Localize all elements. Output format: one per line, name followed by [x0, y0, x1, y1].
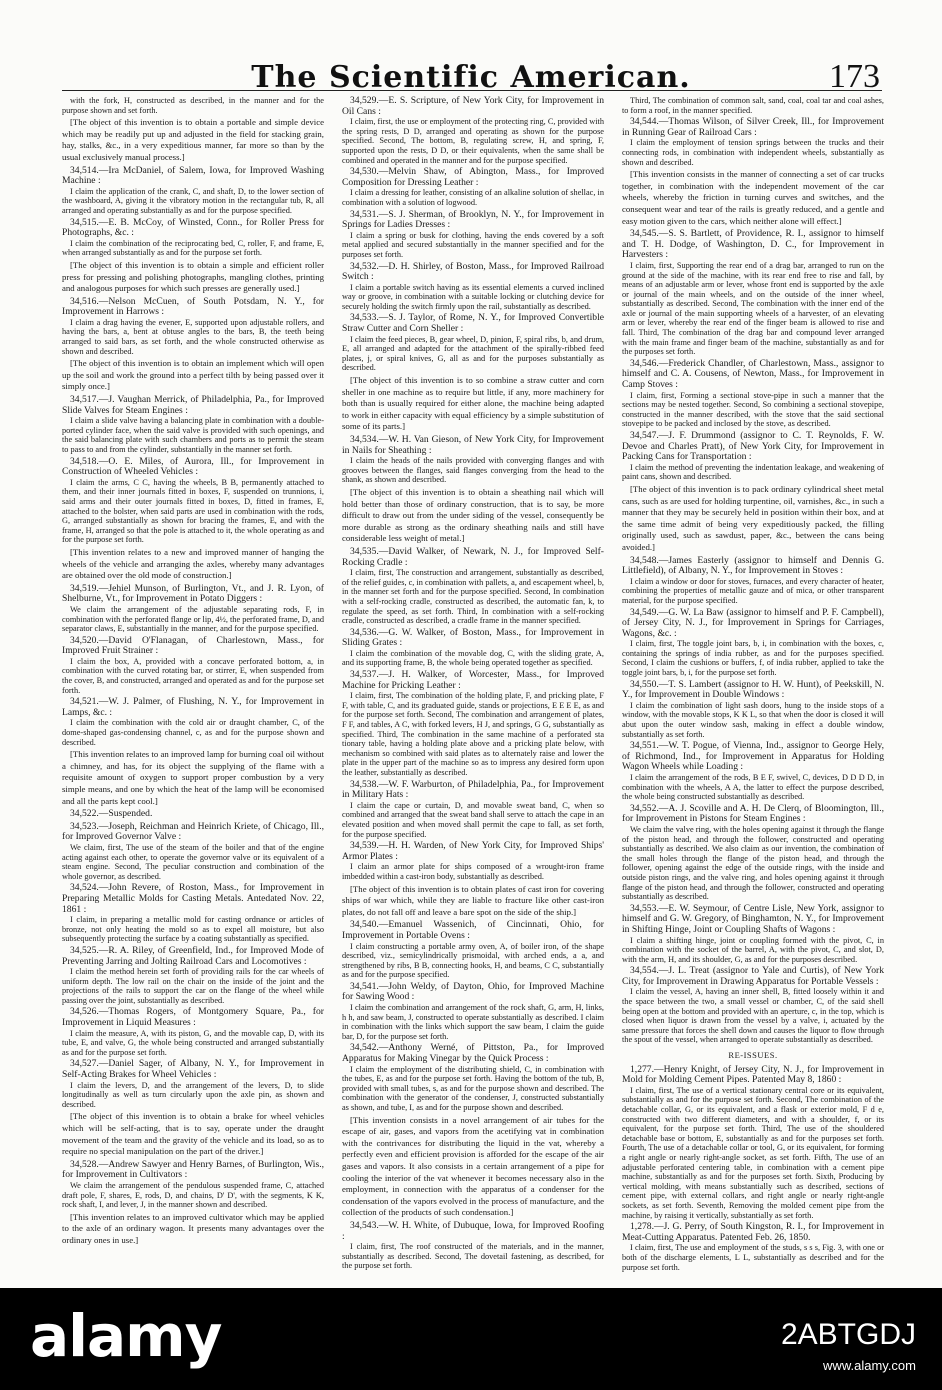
patent-heading: 34,547.—J. F. Drummond (assignor to C. T. Reynolds, F. W. Devoe and Charles Pratt), of New York City, for Improvement in Packing Cans for Transportation : [622, 430, 884, 463]
patent-note: [This invention consists in a novel arrangement of air tubes for the escape of air, gases, and vapors from the acetifying vat in combination with the contrivances for distributing the liquid in the vat, whereby a perfectly even and efficient provision is afforded for the escape of the air gases and vapors. It also consists in a certain arrangement of a pipe for cooling the interior of the vat whenever it becomes necessary also in the employment, in connection with the apparatus of a condenser for the condensation of the vapors evolved in the process of manufacture, and the collection of the products of such condensation.] [342, 1114, 604, 1218]
patent-entry [342, 1043, 604, 1219]
patent-entry [62, 1160, 324, 1247]
patent-note: [The object of this invention is to obtain a brake for wheel vehicles which will be self-acting, that is to say, operate under the draught movement of the team and the gravity of the vehicle and its load, so as to require no special manipulation on the part of the driver.] [62, 1111, 324, 1157]
patent-note: [This invention relates to an improved cultivator which may be applied to the axle of an ordinary wagon. It presents many advantages over the ordinary ones in use.] [62, 1211, 324, 1245]
patent-claim: I claim, first, Supporting the rear end of a drag bar, arranged to run on the ground at the side of the machine, with its rear end free to rise and fall, by means of an adjustable arm or lever, whose front end is supported by the axle or journal of the main wheels, and on the outside of the inner wheel, substantially as described. Second, The combination with the inner end of the axle or journal of the main supporting wheels of a harvester, of an elevating arm or lever, whereby the rear end of the finger beam is allowed to rise and fall. Third, The combination of the drag bar and compound lever arranged with the main frame and finger beam of the machine, substantially as and for the purposes set forth. [622, 260, 884, 357]
header-rule [62, 90, 882, 91]
patent-heading: 34,542.—Anthony Werné, of Pittston, Pa., for Improved Apparatus for Making Vinegar by the Quick Process : [342, 1042, 604, 1065]
patent-claim: I claim the arrangement of the rods, B E F, swivel, C, devices, D D D D, in combination with the wheels, A A, the latter to effect the purpose described, the whole being constructed substantially as described. [622, 773, 884, 802]
patent-note: [This invention consists in the manner of connecting a set of car trucks together, in combination with the independent movement of the car wheels, whereby the friction in turning curves and switches, and the consequent wear and tear of the rails is greatly reduced, and a gentle and easy motion given to the cars, which neither alone will effect.] [622, 169, 884, 226]
patent-heading: 34,537.—J. H. Walker, of Worcester, Mass., for Improved Machine for Pricking Leather : [342, 669, 604, 691]
patent-heading: 34,533.—S. J. Taylor, of Rome, N. Y., for Improved Convertible Straw Cutter and Corn Sheller : [342, 312, 604, 335]
patent-heading: 34,524.—John Revere, of Roston, Mass., for Improvement in Preparing Metallic Molds for Casting Metals. Antedated Nov. 22, 1861 : [62, 882, 324, 915]
patent-heading: 34,528.—Andrew Sawyer and Henry Barnes, of Burlington, Wis., for Improvement in Cultivators : [62, 1158, 324, 1181]
patent-heading: 34,545.—S. S. Bartlett, of Providence, R. I., assignor to himself and T. H. Dodge, of Washington, D. C., for Improvement in Harvesters : [622, 228, 884, 261]
patent-note: [The object of this invention is to obtain a simple and efficient roller press for pressing and polishing photographs, mangling clothes, printing and analogous purposes for which such presses are generally used.] [62, 259, 324, 294]
patent-claim: I claim, first, The construction and arrangement, substantially as described, of the relief guides, c, in combination with pallets, a, and escapement wheel, b, in the manner set forth and for the purpose specified. Second, In combination with a self-rocking cradle, constructed as described, the automatic fan, k, to regulate the speed, as set forth. Third, In combination with a self-rocking cradle, constructed as described, a cradle frame in the manner specified. [342, 568, 604, 626]
alamy-logo: alamy [30, 1302, 222, 1370]
patent-heading: 34,532.—D. H. Shirley, of Boston, Mass., for Improved Railroad Switch : [342, 260, 604, 283]
patent-entry [342, 670, 604, 778]
patent-heading: 1,277.—Henry Knight, of Jersey City, N. J., for Improvement in Mold for Molding Cement Pipes. Patented May 8, 1860 : [622, 1063, 884, 1086]
patent-heading: 34,534.—W. H. Van Gieson, of New York City, for Improvement in Nails for Sheathing : [342, 434, 604, 456]
patent-entry [62, 822, 324, 882]
patent-claim: We claim, first, The use of the steam of the boiler and that of the engine acting against each other, to operate the governor valve or its equivalent of a steam engine. Second, The peculiar construction and combination of the whole governor, as described. [62, 842, 324, 881]
patent-heading: 34,551.—W. T. Pogue, of Vienna, Ind., assignor to George Hely, of Richmond, Ind., for Improvement in Apparatus for Holding Wagon Wheels while Loading : [622, 740, 884, 773]
patent-entry [622, 680, 884, 740]
column-3 [622, 96, 884, 1276]
patent-entry [62, 697, 324, 807]
patent-heading: 34,526.—Thomas Rogers, of Montgomery Square, Pa., for Improvement in Liquid Measures : [62, 1006, 324, 1029]
patent-claim: I claim the levers, D, and the arrangement of the levers, D, to slide longitudinally as well as turn circularly upon the axle pin, as shown and described. [62, 1080, 324, 1109]
patent-heading: 34,517.—J. Vaughan Merrick, of Philadelphia, Pa., for Improved Slide Valves for Steam Engines : [62, 394, 324, 416]
patent-entry [622, 904, 884, 965]
patent-entry [62, 1007, 324, 1057]
stock-watermark-bar [0, 1288, 942, 1390]
section-title: RE-ISSUES. [728, 1050, 778, 1061]
patent-claim: I claim the method herein set forth of providing rails for the car wheels of uniform depth. The low rail on the chair on the inside of the joint and the projections of the rails to support the car on the flange of the wheel while passing over the joint, substantially as described. [62, 967, 324, 1005]
patent-note: [The object of this invention is to pack ordinary cylindrical sheet metal cans, such as are used for holding turpentine, oil, varnishes, &c., in such a manner that they may be securely held in position within their box, and at the same time admit of being very expeditiously packed, the filling originally used, such as sawdust, paper, &c., between the cans being avoided.] [622, 483, 884, 552]
column-1 [62, 96, 324, 1276]
patent-entry [622, 1222, 884, 1272]
patent-claim: I claim a portable switch having as its essential elements a curved inclined way or groove, in combination with a suitable locking or clutching device for securely holding the switch firmly upon the rail, substantially as described. [342, 282, 604, 311]
patent-entry [62, 117, 324, 163]
patent-entry [622, 359, 884, 429]
patent-entry [622, 804, 884, 902]
patent-heading: 34,550.—T. S. Lambert (assignor to H. W. Hunt), of Peekskill, N. Y., for Improvement in Double Windows : [622, 678, 884, 701]
patent-note: [This invention relates to a new and improved manner of hanging the wheels of the vehicle and arranging the axles, whereby many advantages are obtained over the old mode of construction.] [62, 546, 324, 581]
patent-claim: I claim the heads of the nails provided with converging flanges and with grooves between the flanges, said flanges converging from the head to the shank, as shown and described. [342, 456, 604, 485]
patent-entry [342, 841, 604, 918]
patent-heading: 34,520.—David O'Flanagan, of Charlestown, Mass., for Improved Fruit Strainer : [62, 634, 324, 657]
patent-claim: I claim a shifting hinge, joint or coupling formed with the pivot, C, in combination with the socket of the barrel, A, with the pivot, C, and slot, D, with the arm, H, and its shoulder, G, as and for the purposes described. [622, 935, 884, 964]
patent-claim: I claim the vessel, A, having an inner shell, B, fitted loosely within it and the space between the two, a small vessel or chamber, C, of the said shell being open at the bottom and provided with an aperture, c, in the top, which is closed when liquor is drawn from the vessel by a valve, i, actuated by the same pressure that forces the shell down and causes the liquor to flow through the spout of the vessel, when arranged to operate substantially as described. [622, 987, 884, 1045]
patent-claim: I claim, first, The combination of the holding plate, F, and pricking plate, F F, with table, C, and its graduated guide, stands or projections, E E E E, as and for the purpose set forth. Second, The combination and arrangement of plates, F F, and tables, A C, with forked levers, H J, and springs, G G, substantially as specified. Third, The combination in the same machine of a perforated sta tionary table, having a holding plate above and a pricking plate below, with mechanism so combined with said plates as to alternately raise and lower the plate in the upper part of the machine so as to impress any desired form upon the leather, substantially as described. [342, 691, 604, 777]
page-number: 173 [829, 58, 880, 95]
patent-heading: 34,522.—Suspended. [70, 808, 153, 820]
watermark-url: www.alamy.com [823, 1358, 916, 1373]
patent-entry [62, 457, 324, 582]
patent-heading: 34,539.—H. H. Warden, of New York City, for Improved Ships' Armor Plates : [342, 840, 604, 862]
patent-entry [622, 431, 884, 554]
patent-heading: 34,541.—John Weldy, of Dayton, Ohio, for Improved Machine for Sawing Wood : [342, 980, 604, 1003]
column-2 [342, 96, 604, 1276]
masthead [0, 52, 942, 94]
patent-note: [The object of this invention is to obtain a sheathing nail which will hold better than those of ordinary construction, that is to say, be more difficult to draw out from the under siding of the vessel, consequently be more durable as strong as the ordinary sheathing nails and still have considerable less weight of metal.] [342, 486, 604, 544]
patent-entry [342, 262, 604, 312]
patent-heading: 34,516.—Nelson McCuen, of South Potsdam, N. Y., for Improvement in Harrows : [62, 295, 324, 318]
patent-claim: I claim the combination of light sash doors, hung to the inside stops of a window, with the movable stops, K K L, so that when the door is closed it will abut upon the outer window sash, making in effect a double window, substantially as set forth. [622, 700, 884, 739]
patent-heading: 34,515.—E. B. McCoy, of Winsted, Conn., for Roller Press for Photographs, &c. : [62, 216, 324, 239]
patent-claim: I claim the feed pieces, B, gear wheel, D, pinion, F, spiral ribs, b, and drum, E, all arranged and adapted for the attachment of the spirally-ribbed feed plates, j, or spiral knives, G, all as and for the purposes substantially as described. [342, 334, 604, 373]
patent-entry [622, 556, 884, 606]
patent-claim: I claim, first, The use and employment of the studs, s s s, Fig. 3, with one or both of the discharge elements, L L, substantially as described and for the purpose set forth. [622, 1243, 884, 1272]
patent-heading: 34,543.—W. H. White, of Dubuque, Iowa, for Improved Roofing : [342, 1219, 604, 1242]
patent-entry [62, 636, 324, 696]
patent-claim: I claim, first, The use of a vertical stationary central core or its equivalent, substantially as and for the purpose set forth. Second, The combination of the detachable collar, G, or its equivalent, and a flask or exterior mold, F d e, constructed with two different diameters, and with a shoulder, f, or its equivalent, for the purpose set forth. Third, The use of the shouldered detachable base or bottom, E, substantially as and for the purposes set forth. Fourth, The use of a detachable collar or tool, G, or its equivalent, for forming a right angle or nearly right-angle socket, as set forth. Fifth, The use of an adjustable perforated centering table, in combination with a cement pipe machine, substantially as and for the purposes set forth. Sixth, Producing by vertical molding, with means substantially such as described, sections of cement pipe, with external collars, and right angle or nearly right-angle sockets, as set forth. Seventh, Removing the molded cement pipe from the machine, by raising it vertically, substantially as set forth. [622, 1085, 884, 1220]
patent-claim: I claim a slide valve having a balancing plate in combination with a double-ported cylinder face, when the said valve is provided with such openings, and the said balancing plate with such chambers and ports as to permit the steam to pass to and from the cylinder, substantially in the manner set forth. [62, 416, 324, 454]
patent-claim: I claim the cape or curtain, D, and movable sweat band, C, when so combined and arranged that the sweat band shall serve to attach the cape in an elevated position and when moved shall permit the cape to fall, as set forth, for the purpose specified. [342, 800, 604, 839]
patent-entry [62, 1059, 324, 1157]
patent-heading: 34,527.—Daniel Sager, of Albany, N. Y., for Improvement in Self-Acting Brakes for Wheel Vehicles : [62, 1058, 324, 1081]
patent-claim: Third, The combination of common salt, sand, coal, coal tar and coal ashes, to form a roof, in the manner specified. [622, 96, 884, 115]
patent-claim: We claim the arrangement of the adjustable separating rods, F, in combination with the perforated flange or lip, 4½, the perforated frame, D, and separator claws, E, substantially in the manner, and for the purpose specified. [62, 604, 324, 634]
patent-note: [The object of this invention is to so combine a straw cutter and corn sheller in one machine as to require but little, if any, more machinery for both than is usually required for either alone, the machine being adapted to work in either capacity with equal efficiency by a simple substitution of some of its parts.] [342, 375, 604, 432]
patent-note: [The object of this invention is to obtain plates of cast iron for covering ships of war which, while they are liable to fracture like other cast-iron plates, do not fall off and leave a bare spot on the side of the ship.] [342, 883, 604, 917]
patent-note: [This invention relates to an improved lamp for burning coal oil without a chimney, and has, for its object the supplying of the flame with a requisite amount of oxygen to support proper combustion by a very simple means, and one by which the heat of the lamp will be economised and all the parts kept cool.] [62, 749, 324, 806]
patent-claim: I claim, first, The roof constructed of the materials, and in the manner, substantially as described. Second, The dovetail fastening, as described, for the purpose set forth. [342, 1242, 604, 1271]
patent-heading: 34,535.—David Walker, of Newark, N. J., for Improved Self-Rocking Cradle : [342, 545, 604, 568]
patent-entry [342, 167, 604, 207]
patent-entry [342, 982, 604, 1042]
patent-entry [62, 297, 324, 393]
patent-entry [622, 96, 884, 115]
patent-heading: 34,540.—Emanuel Wassenich, of Cincinnati, Ohio, for Improvement in Portable Ovens : [342, 919, 604, 941]
patent-entry [622, 1065, 884, 1221]
patent-claim: I claim the method of preventing the indentation leakage, and weakening of paint cans, shown and described. [622, 462, 884, 482]
patent-entry [62, 96, 324, 115]
patent-entry [622, 117, 884, 227]
image-code: 2ABTGDJ [780, 1318, 916, 1351]
patent-claim: I claim, in preparing a metallic mold for casting ordnance or articles of bronze, not only heating the mold so as to expel all moisture, but also subsequently protecting the surface by a coating substantially as specified. [62, 915, 324, 944]
patent-claim: I claim the combination of the reciprocating bed, C, roller, F, and frame, E, when arranged substantially as and for the purpose set forth. [62, 238, 324, 258]
patent-heading: 34,553.—E. W. Seymour, of Centre Lisle, New York, assignor to himself and G. W. Gregory, of Binghamton, N. Y., for Improvement in Shifting Hinge, Joint or Coupling Shafts of Wagons : [622, 902, 884, 935]
patent-claim: I claim the box, A, provided with a concave perforated bottom, a, in combination with the curved rotating bar, or stirrer, E, when suspended from the cover, B, and constructed, arranged and operated as and for the purpose set forth. [62, 656, 324, 695]
patent-claim: I claim a dressing for leather, consisting of an alkaline solution of shellac, in combination with a solution of logwood. [342, 188, 604, 207]
patent-claim: I claim, first, The toggle joint bars, b, i, in combination with the boxes, c, containing the springs of india rubber, as and for the purposes specified. Second, I claim the cushions or buffers, f, of india rubber, applied to take the toggle joint bars, b, i, for the purpose set forth. [622, 639, 884, 678]
patent-entry [62, 809, 324, 820]
patent-entry [342, 780, 604, 840]
patent-entry [62, 946, 324, 1006]
patent-heading: 34,519.—Jehiel Munson, of Burlington, Vt., and J. R. Lyon, of Shelburne, Vt., for Improvement in Potato Diggers : [62, 582, 324, 605]
patent-heading: 34,529.—E. S. Scripture, of New York City, for Improvement in Oil Cans : [342, 96, 604, 117]
patent-claim: I claim the combination and arrangement of the rock shaft, G, arm, H, links, h h, and saw beam, J, constructed to operate substantially as described. I claim in combination with the links which support the saw beam, I claim the guide bar, D, for the purpose set forth. [342, 1003, 604, 1041]
patent-heading: 34,554.—J. L. Treat (assignor to Yale and Curtis), of New York City, for Improvement in Drawing Apparatus for Portable Vessels : [622, 965, 884, 987]
patent-claim: I claim a drag having the evener, E, supported upon adjustable rollers, and having the bars, a, bent at obtuse angles to the bars, B, the teeth being arranged to said bars, as set forth, and the whole constructed otherwise as shown and described. [62, 317, 324, 356]
patent-entry [62, 584, 324, 634]
patent-heading: 34,521.—W. J. Palmer, of Flushing, N. Y., for Improvement in Lamps, &c. : [62, 696, 324, 718]
patent-claim: I claim constructing a portable army oven, A, of boiler iron, of the shape described, viz., semicylindrically prismoidal, with arched ends, a a, and strengthened by ribs, B B, connecting hooks, H, and beams, C C, substantially as and for the purpose specified. [342, 941, 604, 980]
patent-entry [342, 435, 604, 545]
patent-heading: 34,544.—Thomas Wilson, of Silver Creek, Ill., for Improvement in Running Gear of Railroad Cars : [622, 116, 884, 138]
article-columns [62, 96, 884, 1276]
patent-entry [62, 883, 324, 944]
patent-entry [62, 218, 324, 295]
patent-claim: I claim the measure, A, with its piston, G, and the movable cap, D, with its tube, E, and valve, G, the whole being constructed and arranged substantially as and for the purpose set forth. [62, 1028, 324, 1057]
patent-entry [622, 608, 884, 678]
patent-claim: I claim the employment of the distributing shield, C, in combination with the tubes, E, as and for the purpose set forth. Having the bottom of the tub, B, provided with small tubes, s, as and for the purpose shown and described. The combination with the generator of the condenser, J, constructed substantially as shown, and tube, I, as and for the purpose shown and described. [342, 1064, 604, 1112]
patent-claim: We claim the valve ring, with the holes opening against it through the flange of the piston head, and through the follower, constructed and operating substantially as described. We also claim as our invention, the combination of the small holes through the flange of the piston head, and through the follower, opening against the edge of the outside rings, with the inside and outside piston rings, and the valve ring, and holes opening against it through flange of the piston head, and through the follower, constructed and operating substantially as described. [622, 824, 884, 902]
patent-entry [342, 1221, 604, 1271]
patent-entry [622, 966, 884, 1045]
patent-entry [622, 741, 884, 802]
patent-entry [622, 1051, 884, 1061]
patent-heading: 34,546.—Frederick Chandler, of Charlestown, Mass., assignor to himself and C. A. Cousens, of Newton, Mass., for Improvement in Camp Stoves : [622, 357, 884, 391]
patent-heading: 34,549.—G. W. La Baw (assignor to himself and P. F. Campbell), of Jersey City, N. J., for Improvement in Springs for Carriages, Wagons, &c. : [622, 606, 884, 639]
patent-claim: I claim an armor plate for ships composed of a wrought-iron frame imbedded within a cast-iron body, substantially as described. [342, 862, 604, 881]
patent-entry [622, 229, 884, 357]
patent-heading: 34,518.—O. E. Miles, of Aurora, Ill., for Improvement in Construction of Wheeled Vehicles : [62, 455, 324, 478]
patent-claim: I claim, first, the use or employment of the protecting ring, C, provided with the spring rests, D D, arranged and operating as shown for the purpose specified. Second, The bottom, B, regulating screw, H, and spring, F, supported upon the rests, D D, or their equivalents, when the same shall be combined and operated in the manner and for the purpose specified. [342, 117, 604, 165]
patent-note: [The object of this invention is to obtain an implement which will open up the soil and work the ground into a perfect tilth by being passed over it simply once.] [62, 358, 324, 392]
patent-heading: 34,548.—James Easterly (assignor to himself and Dennis G. Littlefield), of Albany, N. Y., for Improvement in Stoves : [622, 554, 884, 577]
patent-heading: 34,536.—G. W. Walker, of Boston, Mass., for Improvement in Sliding Grates : [342, 626, 604, 649]
patent-heading: 34,552.—A. J. Scoville and A. H. De Clerq, of Bloomington, Ill., for Improvement in Pistons for Steam Engines : [622, 802, 884, 825]
patent-entry [342, 920, 604, 980]
patent-entry [62, 395, 324, 455]
patent-claim: I claim the application of the crank, C, and shaft, D, to the lower section of the washboard, A, giving it the vibratory motion in the rectangular tub, R, all arranged and operating substantially as and for the purpose specified. [62, 186, 324, 215]
patent-claim: I claim a spring or busk for clothing, having the ends covered by a soft metal applied and secured substantially in the manner specified and for the purposes set forth. [342, 230, 604, 259]
patent-heading: 1,278.—J. G. Perry, of South Kingston, R. I., for Improvement in Meat-Cutting Apparatus. Patented Feb. 26, 1850. [622, 1221, 884, 1243]
patent-heading: 34,523.—Joseph, Reichman and Heinrich Kriete, of Chicago, Ill., for Improved Governor Valve : [62, 820, 324, 843]
patent-heading: 34,531.—S. J. Sherman, of Brooklyn, N. Y., for Improvement in Springs for Ladies Dresses : [342, 208, 604, 231]
patent-claim: I claim the combination with the cold air or draught chamber, C, of the dome-shaped gas-condensing channel, c, as and for the purpose shown and described. [62, 718, 324, 747]
patent-entry [342, 96, 604, 165]
patent-claim: with the fork, H, constructed as described, in the manner and for the purpose shown and set forth. [62, 96, 324, 115]
patent-note: [The object of this invention is to obtain a portable and simple device which may be readily put up and adjusted in the field for stacking grain, hay, stalks, &c., in a very expeditious manner, far more so than by the usual exclusively manual process.] [62, 117, 324, 162]
patent-heading: 34,514.—Ira McDaniel, of Salem, Iowa, for Improved Washing Machine : [62, 164, 324, 187]
patent-entry [342, 547, 604, 626]
patent-entry [62, 166, 324, 216]
patent-entry [342, 210, 604, 260]
patent-entry [342, 313, 604, 433]
masthead-title: The Scientific American. [251, 60, 691, 95]
patent-heading: 34,525.—R. A. Riley, of Greenfield, Ind., for Improved Mode of Preventing Jarring and Jolting Railroad Cars and Locomotives : [62, 944, 324, 967]
patent-entry [342, 628, 604, 668]
patent-claim: I claim, first, Forming a sectional stove-pipe in such a manner that the sections may be nested together. Second, So combining a sectional stovepipe, constructed in the manner described, with the stove that the said sectional stovepipe to be packed and inclosed by the stove, as described. [622, 390, 884, 429]
patent-heading: 34,530.—Melvin Shaw, of Abington, Mass., for Improved Composition for Dressing Leather : [342, 166, 604, 188]
patent-claim: I claim the employment of tension springs between the trucks and their connecting rods, in combination with independent wheels, substantially as shown and described. [622, 138, 884, 167]
patent-claim: I claim the combination of the movable dog, C, with the sliding grate, A, and its supporting frame, B, the whole being operated together as specified. [342, 648, 604, 668]
patent-claim: We claim the arrangement of the pendulous suspended frame, C, attached draft pole, F, shares, E, rods, D, and chains, D' D', with the segments, K K, rock shaft, I, and lever, J, in the manner shown and described. [62, 1180, 324, 1210]
patent-heading: 34,538.—W. F. Warburton, of Philadelphia, Pa., for Improvement in Military Hats : [342, 778, 604, 801]
patent-claim: I claim a window or door for stoves, furnaces, and every character of heater, combining the properties of metallic gauze and of mica, or other transparent material, for the purpose specified. [622, 576, 884, 605]
patent-claim: I claim the arms, C C, having the wheels, B B, permanently attached to them, and their inner journals fitted in boxes, F, suspended on trunnions, i, said arms and their outer journals fitted in boxes, D, fitted in frames, E, attached to the bolster, when said parts are used in combination with the rods, G, arranged substantially as shown for bracing the frames, E, and with the frame, H, arranged so that the pole is attached to it, the whole operating as and for the purpose set forth. [62, 477, 324, 545]
